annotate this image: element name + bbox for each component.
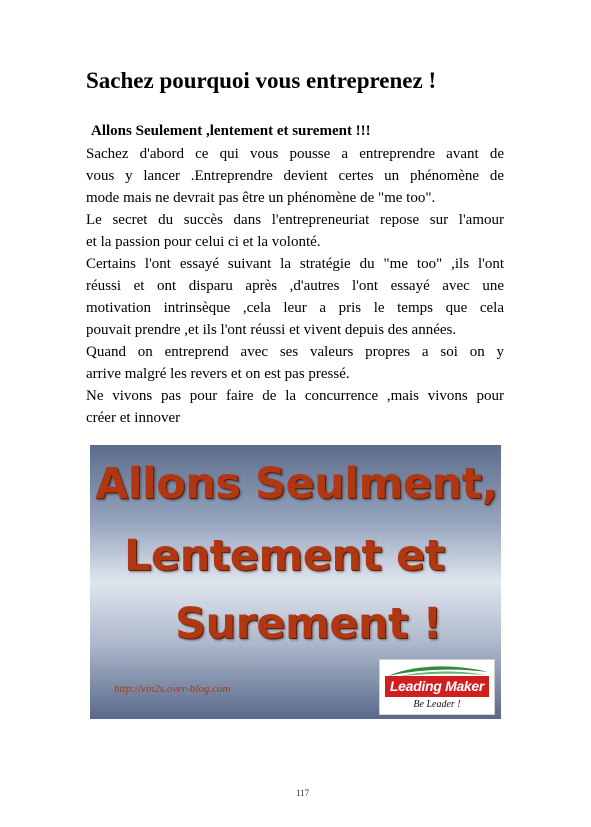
body-line: Sachez d'abord ce qui vous pousse a entreprendre avant de	[86, 146, 504, 162]
banner-line-1: Allons Seulment,	[95, 459, 498, 509]
page-title: Sachez pourquoi vous entreprenez !	[86, 68, 437, 93]
blog-url: http://vin2s.over-blog.com	[114, 683, 231, 695]
body-line: motivation intrinsèque ,cela leur a pris le temps que cela	[86, 300, 504, 316]
body-line: vous y lancer .Entreprendre devient certes un phénomène de	[86, 168, 504, 184]
body-line: pouvait prendre ,et ils l'ont réussi et vivent depuis des années.	[86, 322, 457, 338]
leading-maker-logo	[379, 659, 495, 715]
logo-tagline: Be Leader !	[413, 699, 461, 710]
section-subtitle: Allons Seulement ,lentement et surement !!!	[91, 123, 371, 139]
banner-line-3: Surement !	[175, 599, 442, 649]
body-line: Certains l'ont essayé suivant la stratégie du "me too" ,ils l'ont	[86, 256, 504, 272]
logo-wordmark: Leading Maker	[385, 676, 489, 697]
banner-line-2: Lentement et	[124, 531, 445, 581]
body-line: Le secret du succès dans l'entrepreneuriat repose sur l'amour	[86, 212, 504, 228]
body-line: Quand on entreprend avec ses valeurs propres a soi on y	[86, 344, 504, 360]
body-line: créer et innover	[86, 410, 181, 426]
body-line: Ne vivons pas pour faire de la concurrence ,mais vivons pour	[86, 388, 504, 404]
page-number: 117	[296, 788, 310, 798]
body-line: réussi et ont disparu après ,d'autres l'ont essayé avec une	[86, 278, 504, 294]
body-line: et la passion pour celui ci et la volonté.	[86, 234, 321, 250]
body-text	[86, 143, 504, 429]
body-line: mode mais ne devrait pas être un phénomène de "me too".	[86, 190, 436, 206]
body-line: arrive malgré les revers et on est pas pressé.	[86, 366, 350, 382]
slogan-banner-image	[90, 445, 501, 719]
